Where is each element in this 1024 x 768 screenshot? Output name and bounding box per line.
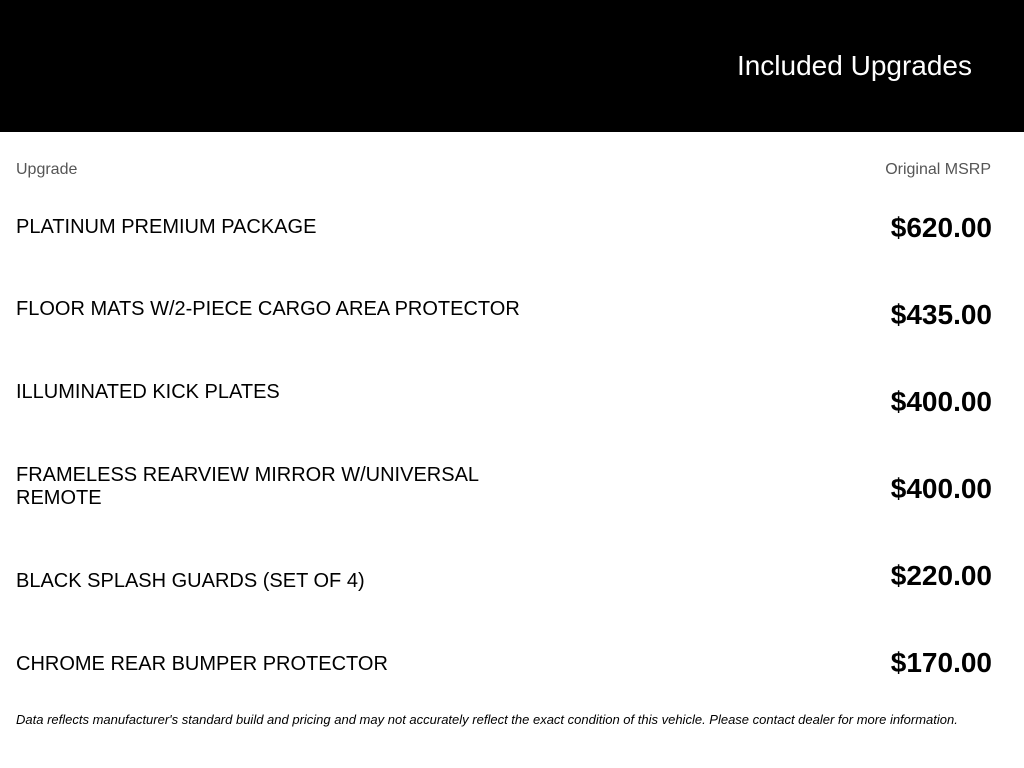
upgrade-row <box>0 635 1024 722</box>
upgrade-price: $170.00 <box>890 647 992 678</box>
upgrade-name: FRAMELESS REARVIEW MIRROR W/UNIVERSAL REMOTE <box>16 464 479 509</box>
page-header <box>0 0 1024 132</box>
upgrade-price: $220.00 <box>890 560 992 591</box>
upgrade-row <box>0 548 1024 635</box>
upgrade-row <box>0 461 1024 548</box>
upgrade-name: BLACK SPLASH GUARDS (SET OF 4) <box>16 570 365 592</box>
upgrade-price: $620.00 <box>890 212 992 243</box>
upgrade-price: $435.00 <box>890 299 992 330</box>
disclaimer-text: Data reflects manufacturer's standard build and pricing and may not accurately reflect the exact condition of this vehicle. Please contact dealer for more information. <box>16 712 958 727</box>
upgrade-price: $400.00 <box>890 386 992 417</box>
upgrade-row <box>0 374 1024 461</box>
column-header-upgrade: Upgrade <box>16 161 78 178</box>
upgrade-name: PLATINUM PREMIUM PACKAGE <box>16 216 317 238</box>
column-header-msrp: Original MSRP <box>885 161 991 178</box>
upgrade-row <box>0 287 1024 374</box>
upgrade-name: FLOOR MATS W/2-PIECE CARGO AREA PROTECTOR <box>16 298 520 320</box>
upgrade-price: $400.00 <box>890 473 992 504</box>
upgrade-row <box>0 200 1024 287</box>
upgrade-name: CHROME REAR BUMPER PROTECTOR <box>16 653 388 675</box>
page-title: Included Upgrades <box>736 50 972 81</box>
upgrade-name: ILLUMINATED KICK PLATES <box>16 381 280 403</box>
